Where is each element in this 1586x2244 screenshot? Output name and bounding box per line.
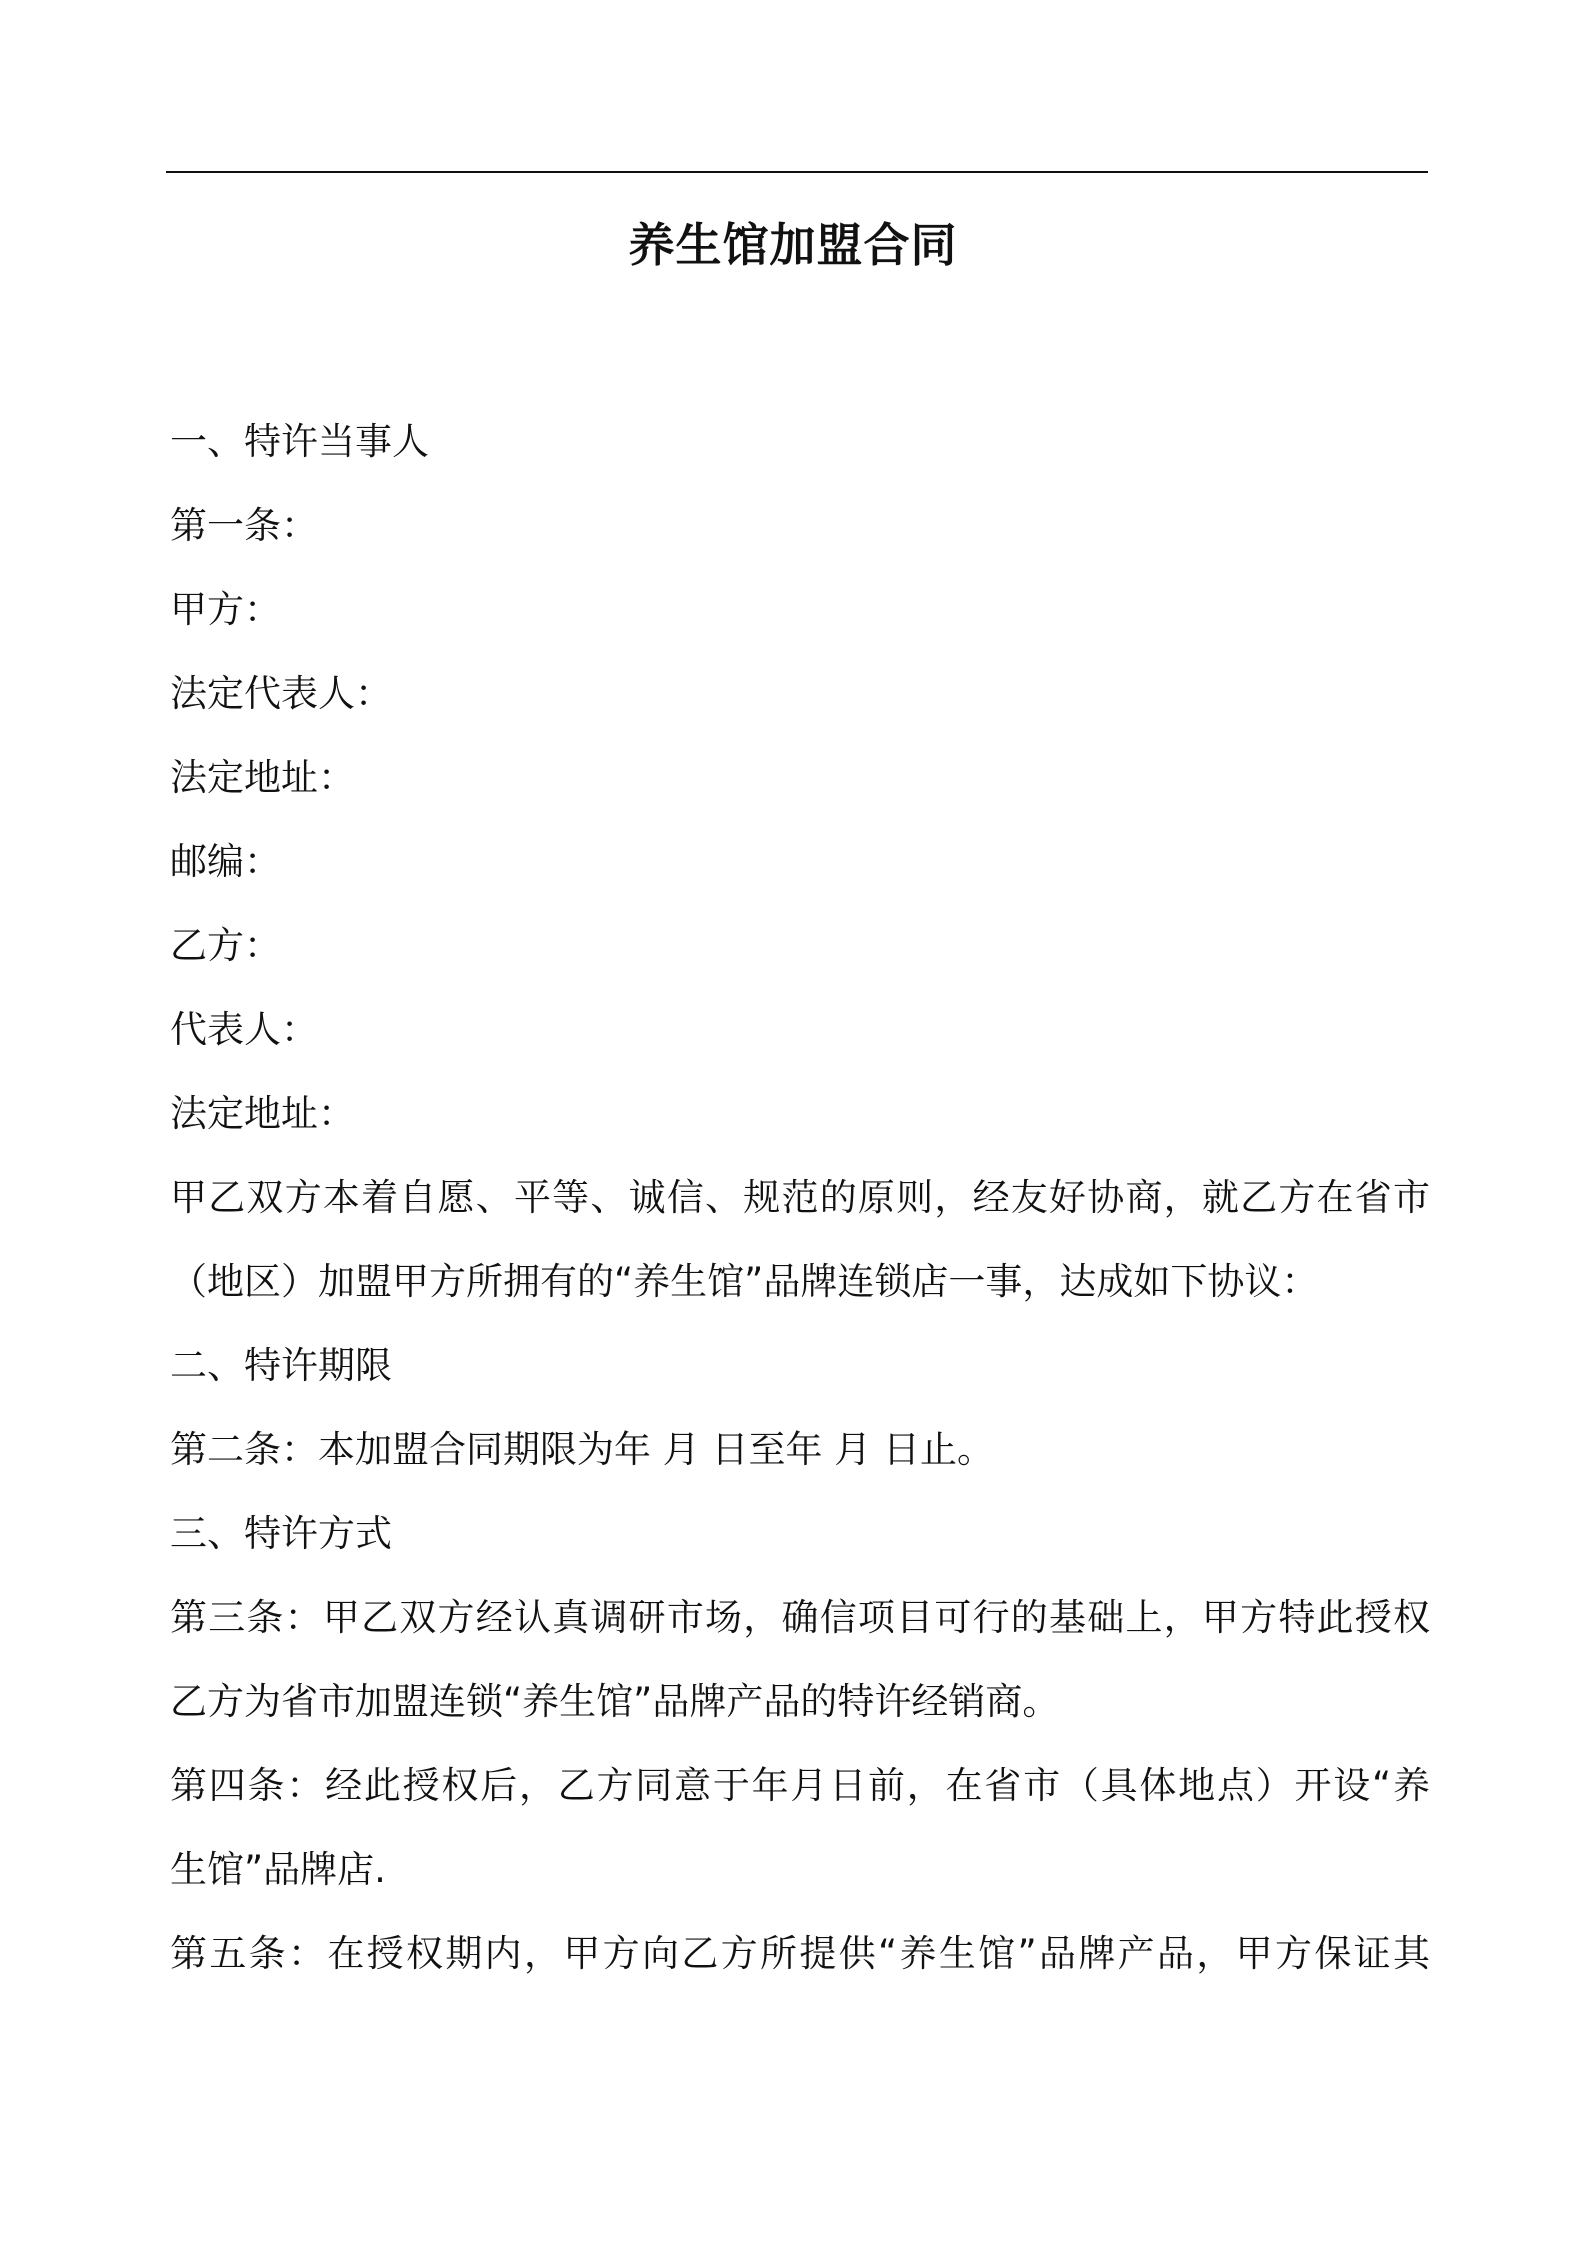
legal-address-field-b: 法定地址：	[170, 1092, 355, 1135]
section-heading-method: 三、特许方式	[170, 1512, 392, 1555]
header-rule	[166, 171, 1428, 173]
article-1-label: 第一条：	[170, 504, 318, 547]
postcode-field: 邮编：	[170, 840, 281, 883]
section-heading-parties: 一、特许当事人	[170, 420, 429, 463]
section-heading-term: 二、特许期限	[170, 1344, 392, 1387]
party-a-field: 甲方：	[170, 588, 281, 631]
article-4-line-1: 第四条：经此授权后，乙方同意于年月日前，在省市（具体地点）开设“养	[170, 1764, 1430, 1807]
document-title: 养生馆加盟合同	[628, 218, 958, 272]
article-2-text: 第二条：本加盟合同期限为年 月 日至年 月 日止。	[170, 1428, 995, 1471]
preamble-line-1: 甲乙双方本着自愿、平等、诚信、规范的原则，经友好协商，就乙方在省市	[170, 1176, 1430, 1219]
party-b-field: 乙方：	[170, 924, 281, 967]
legal-representative-field: 法定代表人：	[170, 672, 392, 715]
article-5-line-1: 第五条：在授权期内，甲方向乙方所提供“养生馆”品牌产品，甲方保证其	[170, 1932, 1430, 1975]
article-3-line-1: 第三条：甲乙双方经认真调研市场，确信项目可行的基础上，甲方特此授权	[170, 1596, 1430, 1639]
legal-address-field-a: 法定地址：	[170, 756, 355, 799]
document-body	[170, 400, 1430, 1996]
preamble-line-2: （地区）加盟甲方所拥有的“养生馆”品牌连锁店一事，达成如下协议：	[170, 1260, 1319, 1303]
article-4-line-2: 生馆”品牌店.	[170, 1848, 386, 1891]
representative-field: 代表人：	[170, 1008, 318, 1051]
article-3-line-2: 乙方为省市加盟连锁“养生馆”品牌产品的特许经销商。	[170, 1680, 1060, 1723]
